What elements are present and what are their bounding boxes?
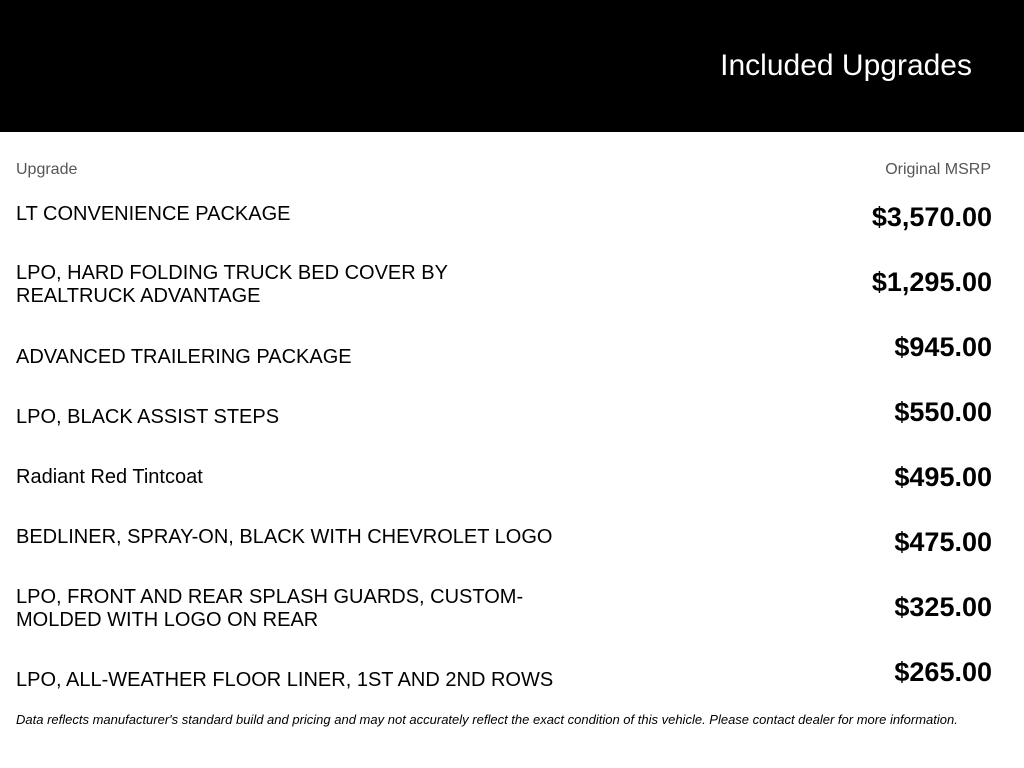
upgrade-price: $325.00	[894, 592, 992, 622]
upgrade-price: $550.00	[894, 397, 992, 427]
header-bar	[0, 0, 1024, 132]
upgrade-price: $475.00	[894, 527, 992, 557]
upgrade-name: LPO, BLACK ASSIST STEPS	[16, 406, 280, 428]
upgrade-name: Radiant Red Tintcoat	[16, 466, 203, 488]
upgrade-name: LPO, FRONT AND REAR SPLASH GUARDS, CUSTOM-MOLDED WITH LOGO ON REAR	[16, 586, 524, 631]
upgrade-price: $495.00	[894, 462, 992, 492]
upgrade-price: $1,295.00	[871, 267, 992, 297]
column-header-msrp: Original MSRP	[885, 161, 991, 178]
disclaimer-text: Data reflects manufacturer's standard build and pricing and may not accurately reflect the exact condition of this vehicle. Please contact dealer for more information.	[16, 712, 958, 727]
column-header-upgrade: Upgrade	[16, 161, 78, 178]
upgrade-name: ADVANCED TRAILERING PACKAGE	[16, 346, 352, 368]
upgrade-name: LPO, HARD FOLDING TRUCK BED COVER BY REALTRUCK ADVANTAGE	[16, 262, 448, 307]
upgrade-price: $3,570.00	[871, 202, 992, 232]
upgrade-price: $945.00	[894, 332, 992, 362]
upgrade-price: $265.00	[894, 657, 992, 687]
upgrade-name: LPO, ALL-WEATHER FLOOR LINER, 1ST AND 2ND ROWS	[16, 669, 554, 691]
upgrade-name: LT CONVENIENCE PACKAGE	[16, 203, 291, 225]
page-title: Included Upgrades	[720, 49, 972, 82]
upgrade-name: BEDLINER, SPRAY-ON, BLACK WITH CHEVROLET LOGO	[16, 526, 553, 548]
